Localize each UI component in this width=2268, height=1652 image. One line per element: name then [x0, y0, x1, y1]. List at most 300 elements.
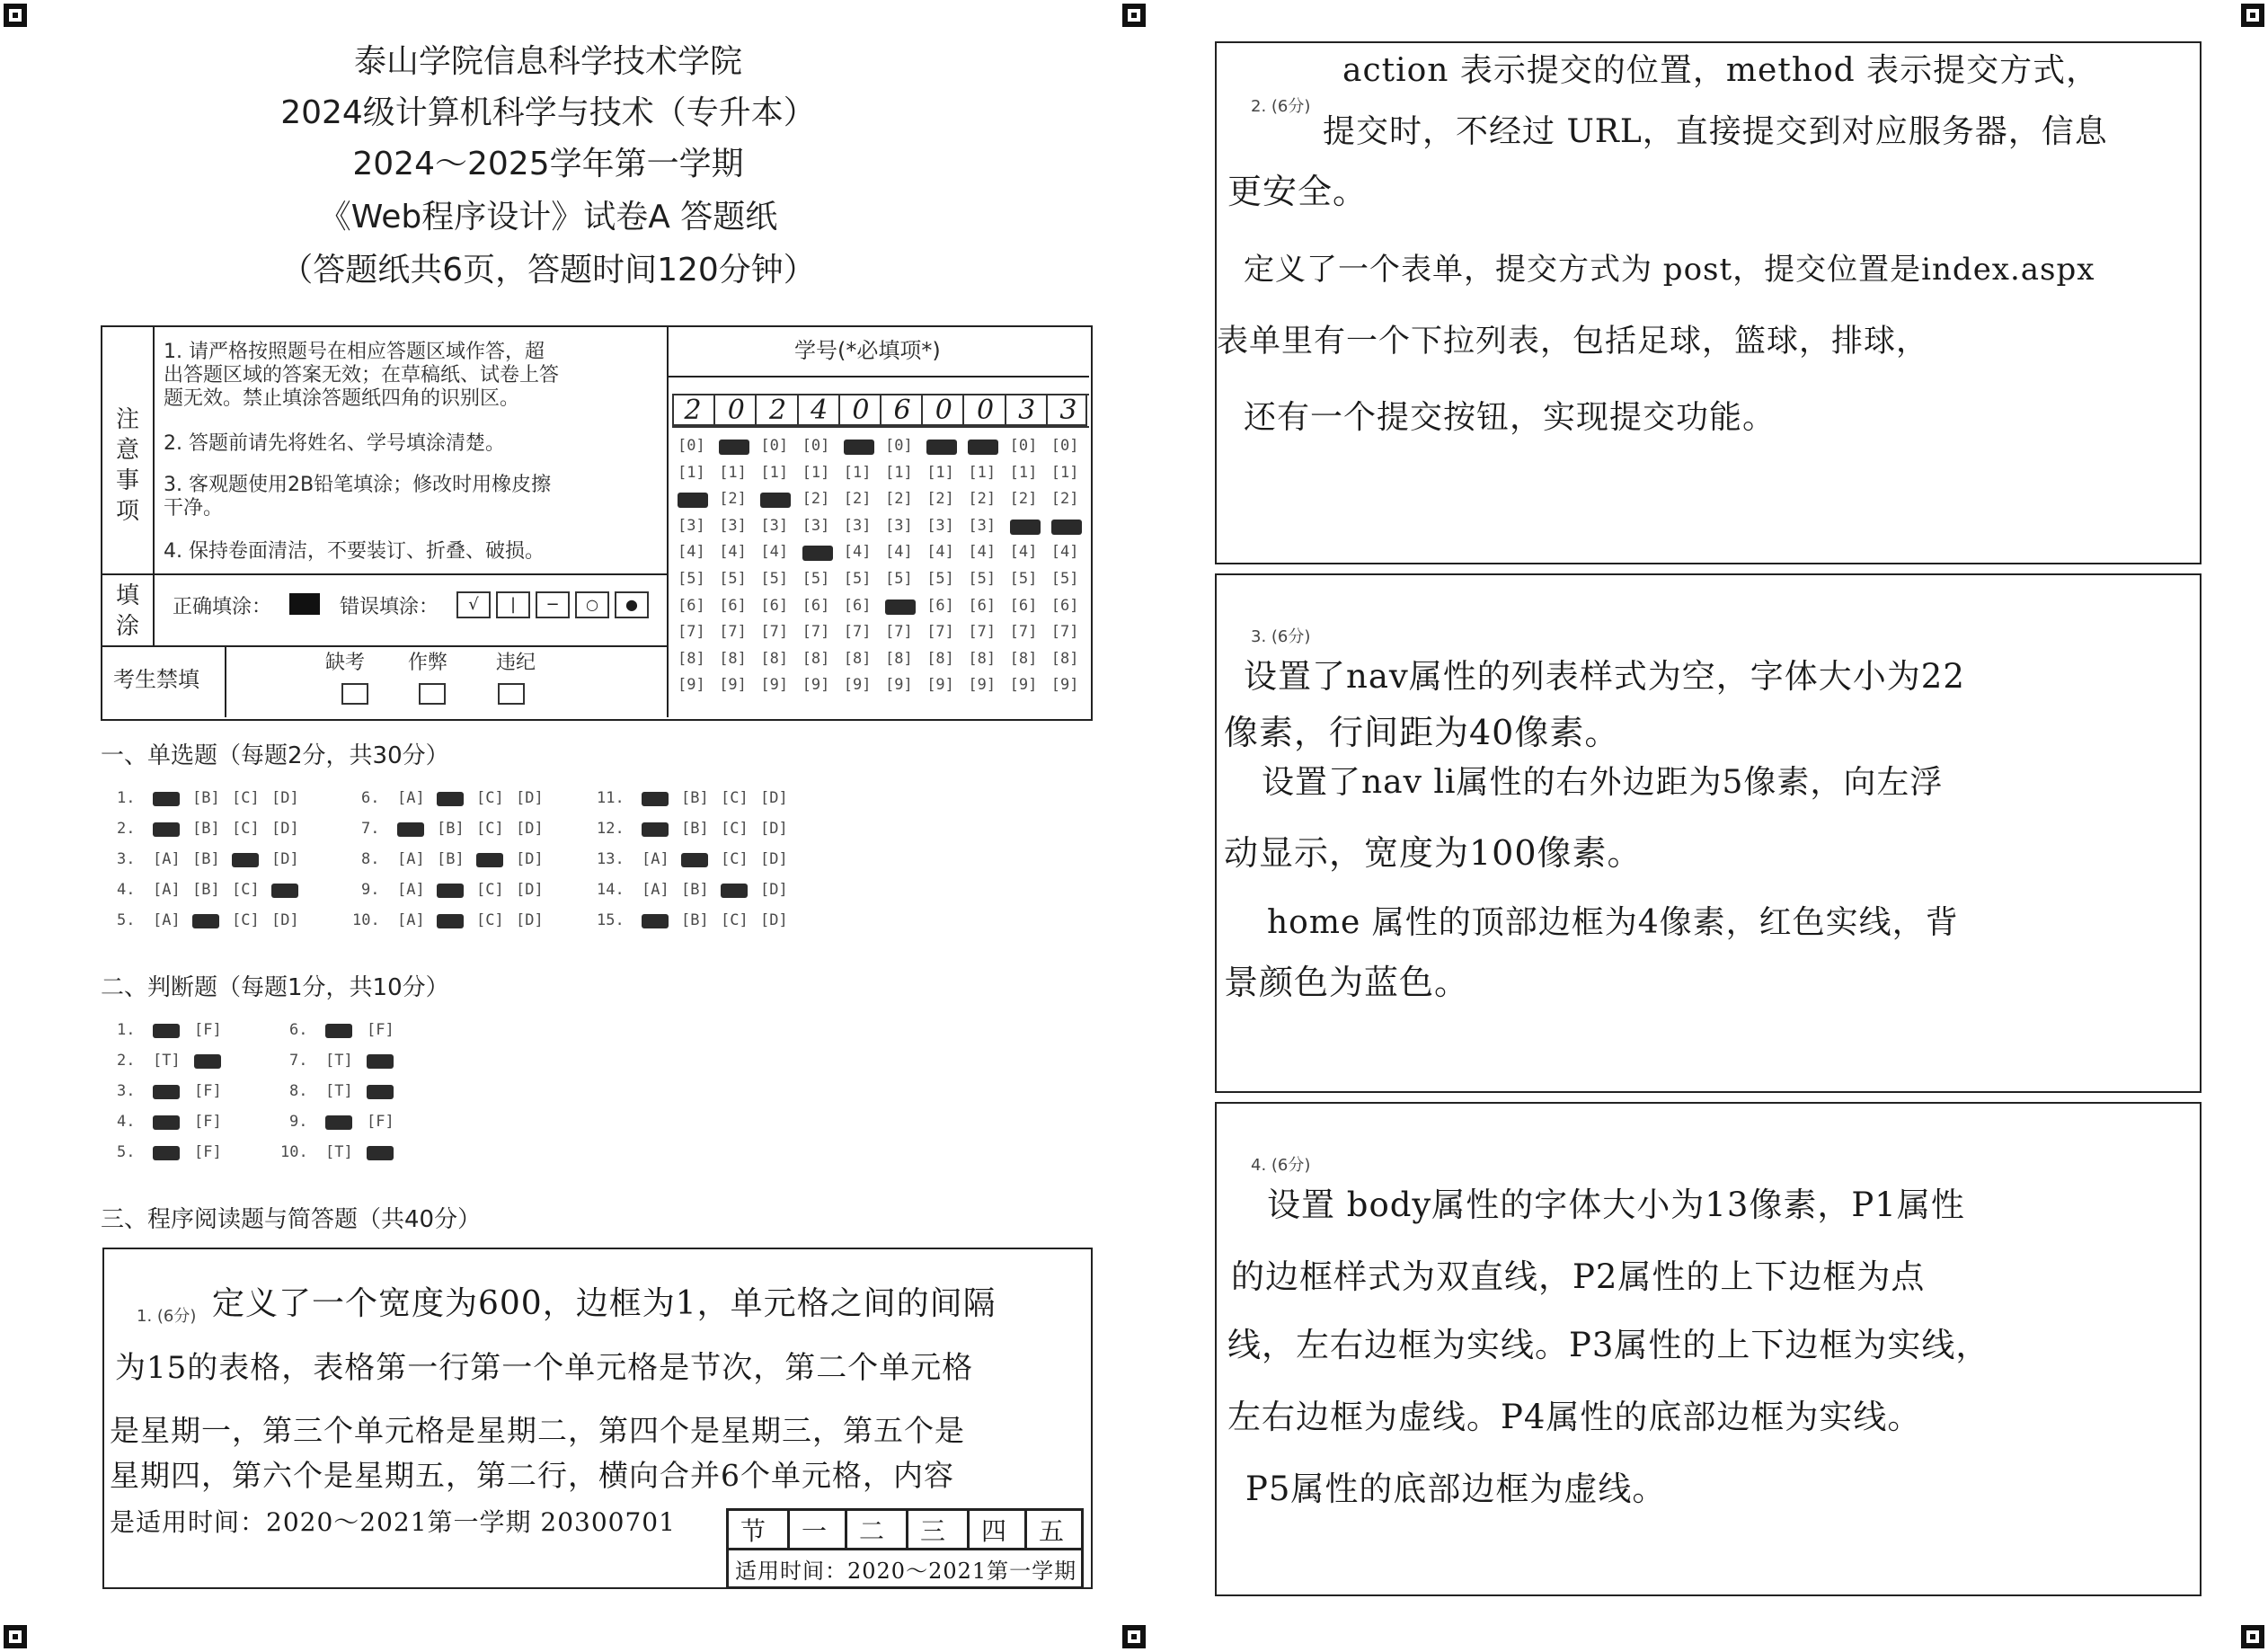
student-id-bubble[interactable]: [6] [760, 596, 789, 615]
divider [1024, 1510, 1027, 1548]
student-id-bubble[interactable]: [4] [843, 543, 872, 562]
answer-bubble[interactable]: [A] [153, 911, 181, 929]
answer-bubble-filled[interactable] [437, 884, 464, 898]
answer-bubble[interactable]: [C] [721, 789, 749, 807]
wrong-mark-circle: ○ [575, 591, 609, 618]
answer-bubble[interactable]: [B] [192, 850, 220, 868]
student-id-bubble[interactable]: [7] [1009, 623, 1038, 642]
wrong-mark-dot: ● [615, 591, 649, 618]
answer-bubble[interactable]: [B] [681, 789, 709, 807]
q3-line: 动显示，宽度为100像素。 [1224, 833, 1643, 873]
answer-bubble[interactable]: [D] [760, 820, 788, 838]
answer-bubble[interactable]: [A] [397, 850, 425, 868]
answer-bubble[interactable]: [B] [437, 850, 465, 868]
student-id-bubble[interactable]: [2] [843, 490, 872, 509]
q1-drawn-table-cell: 二 [859, 1516, 886, 1546]
answer-bubble[interactable]: [B] [681, 881, 709, 899]
question-number: 6. [289, 1021, 308, 1039]
q2-line: 表单里有一个下拉列表，包括足球，篮球，排球， [1217, 324, 1929, 360]
student-id-bubble[interactable]: [3] [926, 516, 954, 535]
answer-bubble[interactable]: [F] [194, 1113, 222, 1131]
divider [667, 325, 669, 717]
student-id-bubble[interactable]: [5] [843, 570, 872, 588]
section1-title: 一、单选题（每题2分，共30分） [101, 742, 449, 769]
answer-bubble[interactable]: [D] [516, 881, 544, 899]
wrong-mark-check: √ [456, 591, 491, 618]
answer-bubble-filled[interactable] [681, 853, 708, 867]
notice-rule-line: 出答题区域的答案无效；在草稿纸、试卷上答 [164, 364, 560, 386]
answer-bubble[interactable]: [F] [194, 1082, 222, 1100]
question-number: 14. [597, 881, 625, 899]
student-id-bubble[interactable]: [6] [802, 596, 830, 615]
student-id-bubble[interactable]: [1] [926, 463, 954, 482]
q1-line: 是适用时间：2020～2021第一学期 20300701 [110, 1507, 676, 1537]
answer-bubble[interactable]: [T] [325, 1052, 353, 1070]
answer-bubble-filled[interactable] [153, 792, 180, 806]
answer-bubble[interactable]: [B] [681, 911, 709, 929]
student-id-bubble[interactable]: [2] [885, 490, 913, 509]
student-id-digit[interactable]: 6 [880, 394, 923, 428]
student-id-digit[interactable]: 0 [962, 394, 1006, 428]
answer-bubble[interactable]: [A] [153, 881, 181, 899]
section2-title: 二、判断题（每题1分，共10分） [101, 974, 449, 1001]
divider [967, 1510, 970, 1548]
student-id-bubble-filled[interactable] [844, 440, 874, 455]
student-id-bubble[interactable]: [0] [1009, 437, 1038, 455]
student-id-bubble[interactable]: [5] [1050, 570, 1079, 588]
q2-line: action 表示提交的位置，method 表示提交方式， [1342, 52, 2100, 89]
student-id-bubble[interactable]: [4] [968, 543, 997, 562]
student-id-digit[interactable]: 0 [713, 394, 757, 428]
question-number: 5. [117, 1143, 136, 1161]
q2-line: 还有一个提交按钮，实现提交功能。 [1244, 399, 1776, 436]
answer-bubble[interactable]: [B] [192, 789, 220, 807]
header-school: 泰山学院信息科学技术学院 [353, 43, 742, 80]
student-id-bubble[interactable]: [2] [719, 490, 747, 509]
answer-bubble[interactable]: [T] [153, 1052, 181, 1070]
student-id-bubble[interactable]: [6] [1050, 596, 1079, 615]
answer-bubble[interactable]: [A] [397, 881, 425, 899]
q1-number: 1. (6分) [137, 1307, 197, 1326]
student-id-bubble[interactable]: [4] [1050, 543, 1079, 562]
student-id-bubble[interactable]: [5] [968, 570, 997, 588]
answer-bubble-filled[interactable] [153, 1024, 180, 1038]
answer-bubble[interactable]: [B] [437, 820, 465, 838]
student-id-bubble[interactable]: [8] [885, 649, 913, 668]
answer-bubble[interactable]: [D] [760, 881, 788, 899]
answer-bubble-filled[interactable] [271, 884, 298, 898]
student-id-bubble[interactable]: [9] [802, 676, 830, 695]
student-id-bubble[interactable]: [6] [968, 596, 997, 615]
answer-bubble[interactable]: [A] [397, 789, 425, 807]
student-id-bubble[interactable]: [9] [926, 676, 954, 695]
student-id-bubble[interactable]: [1] [719, 463, 747, 482]
student-id-digit[interactable]: 0 [838, 394, 882, 428]
answer-bubble-filled[interactable] [642, 792, 669, 806]
question-number: 11. [597, 789, 625, 807]
answer-bubble-filled[interactable] [153, 822, 180, 837]
corner-mark-top-right [2241, 4, 2264, 27]
student-id-bubble[interactable]: [6] [678, 596, 705, 615]
q4-number: 4. (6分) [1251, 1156, 1311, 1175]
student-id-digit[interactable]: 3 [1046, 394, 1089, 428]
student-id-bubble[interactable]: [2] [1009, 490, 1038, 509]
answer-bubble[interactable]: [D] [516, 820, 544, 838]
corner-mark-bottom-center [1122, 1625, 1146, 1648]
answer-bubble[interactable]: [C] [721, 820, 749, 838]
answer-bubble[interactable]: [D] [271, 850, 299, 868]
student-id-bubble[interactable]: [5] [926, 570, 954, 588]
student-id-bubble[interactable]: [5] [1009, 570, 1038, 588]
question-number: 8. [289, 1082, 308, 1100]
q1-line: 星期四，第六个是星期五，第二行，横向合并6个单元格，内容 [110, 1458, 954, 1493]
q2-line: 定义了一个表单，提交方式为 post，提交位置是index.aspx [1244, 252, 2095, 288]
student-id-bubble[interactable]: [7] [802, 623, 830, 642]
answer-bubble[interactable]: [F] [367, 1113, 394, 1131]
student-id-bubble[interactable]: [1] [843, 463, 872, 482]
question-number: 2. [117, 1052, 136, 1070]
banned-item-violation: 违纪 [496, 652, 536, 674]
student-id-bubble[interactable]: [7] [968, 623, 997, 642]
q4-line: P5属性的底部边框为虚线。 [1245, 1470, 1667, 1508]
answer-bubble[interactable]: [C] [476, 881, 504, 899]
answer-bubble[interactable]: [D] [516, 850, 544, 868]
student-id-bubble[interactable]: [8] [760, 649, 789, 668]
answer-bubble[interactable]: [T] [325, 1082, 353, 1100]
divider [845, 1510, 847, 1548]
student-id-bubble[interactable]: [9] [678, 676, 705, 695]
answer-bubble[interactable]: [C] [476, 911, 504, 929]
q4-line: 线，左右边框为实线。P3属性的上下边框为实线， [1227, 1326, 1990, 1364]
answer-bubble-filled[interactable] [194, 1054, 221, 1069]
divider [153, 573, 155, 645]
student-id-digit[interactable]: 3 [1005, 394, 1048, 428]
student-id-bubble[interactable]: [5] [885, 570, 913, 588]
divider [667, 376, 1089, 377]
answer-bubble[interactable]: [B] [192, 820, 220, 838]
answer-bubble-filled[interactable] [367, 1054, 394, 1069]
student-id-bubble[interactable]: [7] [1050, 623, 1079, 642]
notice-rule-line: 1. 请严格按照题号在相应答题区域作答，超 [164, 341, 545, 363]
fill-label: 填涂 [115, 582, 139, 640]
question-number: 3. [117, 1082, 136, 1100]
student-id-bubble[interactable]: [4] [885, 543, 913, 562]
q1-drawn-table-cell: 节 [740, 1516, 767, 1546]
question-number: 1. [117, 789, 136, 807]
corner-mark-bottom-right [2241, 1625, 2264, 1648]
student-id-bubble[interactable]: [4] [719, 543, 747, 562]
answer-bubble-filled[interactable] [721, 884, 748, 898]
answer-bubble-filled[interactable] [642, 822, 669, 837]
answer-bubble[interactable]: [C] [232, 820, 260, 838]
answer-bubble[interactable]: [D] [516, 789, 544, 807]
student-id-bubble[interactable]: [8] [926, 649, 954, 668]
student-id-bubble[interactable]: [0] [678, 437, 705, 455]
header-info: （答题纸共6页，答题时间120分钟） [280, 252, 816, 289]
answer-bubble[interactable]: [A] [397, 911, 425, 929]
student-id-bubble[interactable]: [4] [926, 543, 954, 562]
student-id-bubble[interactable]: [1] [802, 463, 830, 482]
answer-bubble[interactable]: [C] [232, 911, 260, 929]
corner-mark-bottom-left [4, 1625, 27, 1648]
answer-bubble[interactable]: [D] [271, 789, 299, 807]
q4-line: 设置 body属性的字体大小为13像素，P1属性 [1267, 1186, 1965, 1224]
student-id-bubble[interactable]: [1] [1009, 463, 1038, 482]
student-id-bubble[interactable]: [1] [678, 463, 705, 482]
answer-bubble-filled[interactable] [153, 1085, 180, 1099]
student-id-bubble-filled[interactable] [802, 546, 833, 561]
divider [726, 1548, 1081, 1550]
student-id-bubble-filled[interactable] [885, 600, 916, 615]
banned-item-cheat: 作弊 [408, 652, 448, 674]
fill-correct-label: 正确填涂： [173, 596, 272, 618]
answer-bubble-filled[interactable] [367, 1085, 394, 1099]
student-id-bubble[interactable]: [3] [885, 516, 913, 535]
q1-line: 为15的表格，表格第一行第一个单元格是节次，第二个单元格 [115, 1350, 974, 1386]
q2-line: 提交时，不经过 URL，直接提交到对应服务器，信息 [1323, 113, 2108, 150]
q3-line: 像素，行间距为40像素。 [1224, 713, 1620, 752]
answer-bubble[interactable]: [T] [325, 1143, 353, 1161]
answer-bubble[interactable]: [C] [476, 789, 504, 807]
banned-label: 考生禁填 [113, 667, 199, 692]
student-id-bubble[interactable]: [8] [1050, 649, 1079, 668]
corner-mark-top-left [4, 4, 27, 27]
answer-bubble[interactable]: [A] [642, 881, 669, 899]
header-class: 2024级计算机科学与技术（专升本） [280, 94, 816, 131]
question-number: 7. [361, 820, 380, 838]
student-id-label: 学号(*必填项*) [794, 338, 941, 363]
student-id-bubble[interactable]: [6] [1009, 596, 1038, 615]
notice-rule-line: 2. 答题前请先将姓名、学号填涂清楚。 [164, 432, 505, 455]
answer-bubble[interactable]: [C] [232, 789, 260, 807]
student-id-bubble[interactable]: [7] [885, 623, 913, 642]
q2-number: 2. (6分) [1251, 97, 1311, 116]
student-id-bubble[interactable]: [9] [719, 676, 747, 695]
student-id-digit[interactable]: 2 [755, 394, 798, 428]
cheat-checkbox[interactable] [419, 683, 446, 705]
answer-bubble[interactable]: [A] [153, 850, 181, 868]
wrong-mark-dash: − [536, 591, 570, 618]
student-id-bubble[interactable]: [2] [926, 490, 954, 509]
student-id-bubble[interactable]: [2] [968, 490, 997, 509]
notice-rule-line: 干净。 [164, 497, 224, 520]
q1-drawn-table-cell: 一 [802, 1516, 828, 1546]
answer-bubble[interactable]: [F] [194, 1143, 222, 1161]
student-id-bubble[interactable]: [5] [802, 570, 830, 588]
answer-bubble-filled[interactable] [325, 1115, 352, 1130]
student-id-bubble[interactable]: [9] [843, 676, 872, 695]
question-number: 8. [361, 850, 380, 868]
question-number: 12. [597, 820, 625, 838]
student-id-bubble[interactable]: [4] [760, 543, 789, 562]
answer-bubble[interactable]: [F] [367, 1021, 394, 1039]
student-id-bubble[interactable]: [5] [719, 570, 747, 588]
student-id-bubble[interactable]: [9] [885, 676, 913, 695]
question-number: 4. [117, 881, 136, 899]
student-id-bubble[interactable]: [0] [802, 437, 830, 455]
answer-bubble[interactable]: [F] [194, 1021, 222, 1039]
student-id-bubble[interactable]: [3] [802, 516, 830, 535]
student-id-bubble[interactable]: [7] [926, 623, 954, 642]
student-id-bubble[interactable]: [1] [760, 463, 789, 482]
answer-bubble[interactable]: [C] [721, 850, 749, 868]
answer-bubble[interactable]: [D] [760, 789, 788, 807]
q3-line: 景颜色为蓝色。 [1224, 963, 1470, 1002]
student-id-bubble[interactable]: [2] [802, 490, 830, 509]
answer-bubble[interactable]: [B] [192, 881, 220, 899]
student-id-bubble[interactable]: [4] [1009, 543, 1038, 562]
student-id-bubble[interactable]: [1] [968, 463, 997, 482]
student-id-bubble-filled[interactable] [968, 440, 998, 455]
student-id-bubble[interactable]: [9] [968, 676, 997, 695]
student-id-bubble[interactable]: [3] [678, 516, 705, 535]
student-id-bubble[interactable]: [1] [1050, 463, 1079, 482]
question-number: 2. [117, 820, 136, 838]
answer-bubble-filled[interactable] [325, 1024, 352, 1038]
banned-item-absent: 缺考 [325, 652, 366, 674]
student-id-digit[interactable]: 4 [797, 394, 840, 428]
question-number: 10. [352, 911, 380, 929]
answer-bubble-filled[interactable] [153, 1146, 180, 1160]
divider [101, 573, 667, 575]
question-number: 15. [597, 911, 625, 929]
answer-bubble[interactable]: [D] [271, 820, 299, 838]
notice-rule-line: 3. 客观题使用2B铅笔填涂；修改时用橡皮擦 [164, 474, 552, 496]
absent-checkbox[interactable] [341, 683, 368, 705]
question-number: 9. [289, 1113, 308, 1131]
answer-bubble-filled[interactable] [476, 853, 503, 867]
student-id-bubble[interactable]: [5] [678, 570, 705, 588]
student-id-bubble[interactable]: [3] [843, 516, 872, 535]
violation-checkbox[interactable] [498, 683, 525, 705]
question-number: 5. [117, 911, 136, 929]
answer-bubble-filled[interactable] [437, 792, 464, 806]
student-id-bubble[interactable]: [0] [885, 437, 913, 455]
fill-correct-sample [289, 593, 320, 615]
student-id-bubble[interactable]: [7] [719, 623, 747, 642]
student-id-bubble-filled[interactable] [719, 440, 749, 455]
section3-title: 三、程序阅读题与简答题（共40分） [101, 1206, 482, 1233]
student-id-digit[interactable]: 0 [921, 394, 964, 428]
student-id-bubble[interactable]: [8] [719, 649, 747, 668]
q1-line: 是星期一，第三个单元格是星期二，第四个是星期三，第五个是 [110, 1413, 965, 1448]
wrong-mark-bar: | [496, 591, 530, 618]
answer-bubble[interactable]: [B] [681, 820, 709, 838]
student-id-bubble[interactable]: [8] [843, 649, 872, 668]
answer-bubble-filled[interactable] [153, 1115, 180, 1130]
student-id-bubble[interactable]: [8] [1009, 649, 1038, 668]
answer-bubble-filled[interactable] [367, 1146, 394, 1160]
student-id-bubble[interactable]: [9] [1050, 676, 1079, 695]
answer-bubble-filled[interactable] [232, 853, 259, 867]
student-id-bubble[interactable]: [3] [760, 516, 789, 535]
q1-table-bottom: 适用时间：2020～2021第一学期 [735, 1559, 1077, 1584]
student-id-bubble[interactable]: [9] [760, 676, 789, 695]
answer-bubble[interactable]: [A] [642, 850, 669, 868]
divider [787, 1510, 790, 1548]
answer-bubble-filled[interactable] [397, 822, 424, 837]
q1-drawn-table-cell: 四 [981, 1516, 1008, 1546]
student-id-bubble-filled[interactable] [1010, 520, 1041, 535]
answer-bubble-filled[interactable] [642, 914, 669, 928]
student-id-bubble[interactable]: [8] [802, 649, 830, 668]
student-id-bubble[interactable]: [9] [1009, 676, 1038, 695]
student-id-bubble[interactable]: [6] [926, 596, 954, 615]
question-number: 6. [361, 789, 380, 807]
answer-bubble[interactable]: [D] [760, 850, 788, 868]
fill-wrong-label: 错误填涂： [340, 596, 439, 618]
q4-line: 左右边框为虚线。P4属性的底部边框为实线。 [1227, 1398, 1922, 1436]
student-id-bubble[interactable]: [1] [885, 463, 913, 482]
student-id-bubble[interactable]: [3] [719, 516, 747, 535]
student-id-bubble[interactable]: [0] [760, 437, 789, 455]
answer-bubble[interactable]: [D] [516, 911, 544, 929]
student-id-bubble[interactable]: [7] [678, 623, 705, 642]
student-id-bubble[interactable]: [0] [1050, 437, 1079, 455]
divider [101, 645, 667, 647]
question-number: 9. [361, 881, 380, 899]
student-id-bubble[interactable]: [4] [678, 543, 705, 562]
answer-bubble[interactable]: [D] [760, 911, 788, 929]
q1-drawn-table-cell: 五 [1039, 1516, 1066, 1546]
q3-line: home 属性的顶部边框为4像素，红色实线，背 [1267, 904, 1959, 941]
student-id-bubble-filled[interactable] [926, 440, 957, 455]
q2-line: 更安全。 [1227, 172, 1369, 211]
student-id-bubble[interactable]: [7] [843, 623, 872, 642]
notice-label: 注意事项 [115, 406, 139, 525]
question-number: 7. [289, 1052, 308, 1070]
student-id-bubble[interactable]: [6] [719, 596, 747, 615]
student-id-bubble[interactable]: [3] [968, 516, 997, 535]
q3-line: 设置了nav属性的列表样式为空，字体大小为22 [1244, 657, 1965, 696]
question-number: 10. [280, 1143, 308, 1161]
answer-bubble[interactable]: [C] [476, 820, 504, 838]
q3-line: 设置了nav li属性的右外边距为5像素，向左浮 [1262, 764, 1944, 801]
header-term: 2024～2025学年第一学期 [352, 146, 744, 182]
answer-bubble-filled[interactable] [437, 914, 464, 928]
student-id-bubble[interactable]: [8] [678, 649, 705, 668]
student-id-digit[interactable]: 2 [672, 394, 713, 428]
question-number: 3. [117, 850, 136, 868]
q3-number: 3. (6分) [1251, 627, 1311, 646]
divider [153, 325, 155, 573]
corner-mark-top-center [1122, 4, 1146, 27]
student-id-bubble-filled[interactable] [678, 493, 708, 508]
student-id-bubble[interactable]: [2] [1050, 490, 1079, 509]
student-id-bubble-filled[interactable] [1051, 520, 1082, 535]
student-id-bubble[interactable]: [5] [760, 570, 789, 588]
student-id-bubble-filled[interactable] [760, 493, 791, 508]
q4-line: 的边框样式为双直线，P2属性的上下边框为点 [1231, 1257, 1926, 1296]
answer-bubble[interactable]: [C] [232, 881, 260, 899]
divider [225, 645, 226, 717]
student-id-digit-frame [672, 394, 1087, 426]
answer-bubble[interactable]: [C] [721, 911, 749, 929]
q1-drawn-table-cell: 三 [920, 1516, 947, 1546]
notice-rule-line: 4. 保持卷面清洁，不要装订、折叠、破损。 [164, 540, 545, 563]
student-id-bubble[interactable]: [6] [843, 596, 872, 615]
answer-bubble[interactable]: [D] [271, 911, 299, 929]
answer-bubble-filled[interactable] [192, 914, 219, 928]
divider [906, 1510, 908, 1548]
question-number: 4. [117, 1113, 136, 1131]
student-id-bubble[interactable]: [8] [968, 649, 997, 668]
question-number: 13. [597, 850, 625, 868]
notice-rule-line: 题无效。禁止填涂答题纸四角的识别区。 [164, 387, 520, 410]
q1-line: 定义了一个宽度为600，边框为1，单元格之间的间隔 [212, 1285, 997, 1322]
header-exam: 《Web程序设计》试卷A 答题纸 [318, 199, 778, 235]
student-id-bubble[interactable]: [7] [760, 623, 789, 642]
